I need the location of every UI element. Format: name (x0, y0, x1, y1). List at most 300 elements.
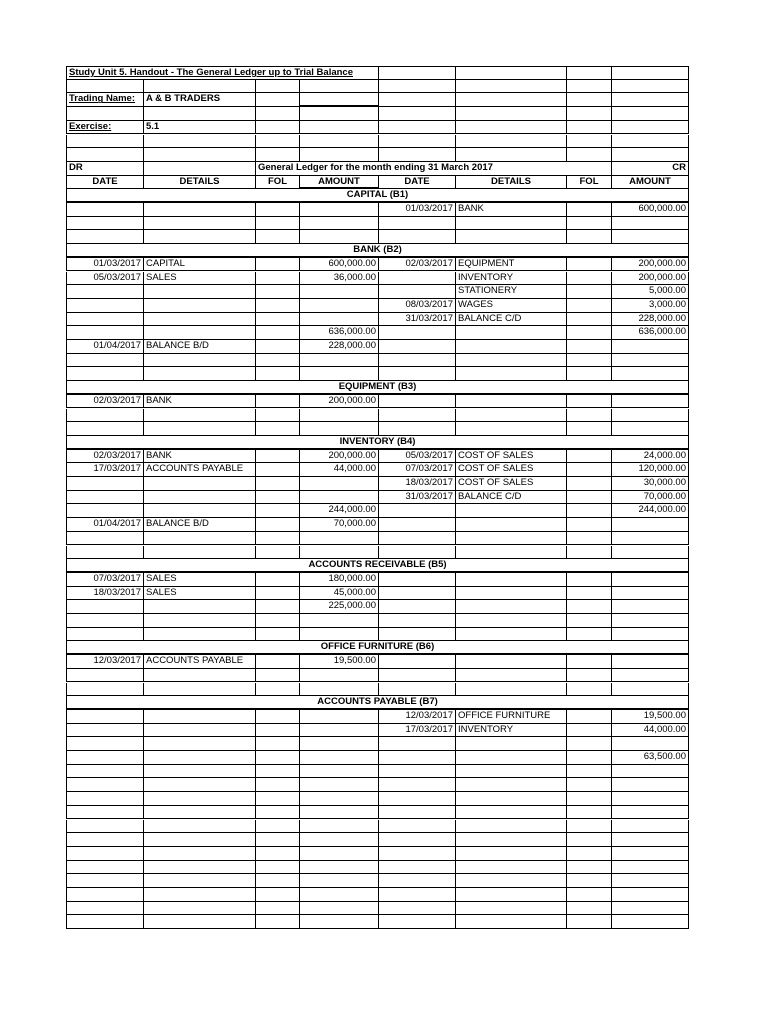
cell (378, 861, 455, 875)
blank-row (66, 546, 689, 560)
trading-name-row (66, 93, 689, 107)
cell (566, 614, 611, 628)
cell (566, 902, 611, 916)
cell (255, 532, 299, 546)
ledger-row (66, 326, 689, 340)
cell (455, 80, 566, 94)
cell (611, 217, 689, 231)
credit-fol (566, 313, 611, 327)
credit-details: STATIONERY (455, 285, 566, 299)
debit-details (143, 751, 255, 765)
credit-fol (566, 737, 611, 751)
debit-date: 17/03/2017 (66, 463, 143, 477)
cell (566, 833, 611, 847)
cell (611, 546, 689, 560)
title-row (66, 66, 689, 80)
cell (611, 532, 689, 546)
debit-details: BALANCE B/D (143, 340, 255, 354)
cell (611, 93, 689, 107)
ledger-row (66, 710, 689, 724)
cell (611, 121, 689, 135)
debit-amount (299, 285, 378, 299)
cell (611, 80, 689, 94)
debit-date (66, 285, 143, 299)
debit-date (66, 203, 143, 217)
cell (455, 628, 566, 642)
ledger-row (66, 258, 689, 272)
credit-amount (611, 655, 689, 669)
cell (566, 217, 611, 231)
cell (255, 874, 299, 888)
blank-row (66, 135, 689, 149)
blank-row (66, 765, 689, 779)
cell (66, 532, 143, 546)
ledger-row (66, 587, 689, 601)
debit-date: 01/03/2017 (66, 258, 143, 272)
ledger-row (66, 203, 689, 217)
credit-amount (611, 587, 689, 601)
debit-amount (299, 313, 378, 327)
debit-fol (255, 395, 299, 409)
credit-amount (611, 340, 689, 354)
cell (255, 217, 299, 231)
cell (66, 230, 143, 244)
cell (255, 628, 299, 642)
cell (66, 422, 143, 436)
credit-fol (566, 203, 611, 217)
cell (299, 833, 378, 847)
cell (378, 80, 455, 94)
ledger-row (66, 395, 689, 409)
account-title-row (66, 381, 689, 395)
cell (455, 66, 566, 80)
credit-date (378, 751, 455, 765)
cell (566, 354, 611, 368)
cell (143, 847, 255, 861)
debit-details (143, 710, 255, 724)
cell (611, 422, 689, 436)
credit-date (378, 573, 455, 587)
blank-row (66, 861, 689, 875)
ledger-row (66, 491, 689, 505)
cell (299, 217, 378, 231)
cell (378, 902, 455, 916)
cell (611, 614, 689, 628)
trading-name-label: Trading Name: (66, 93, 143, 107)
debit-fol (255, 573, 299, 587)
debit-details (143, 600, 255, 614)
cell (611, 778, 689, 792)
debit-amount: 228,000.00 (299, 340, 378, 354)
ledger-heading-row (66, 162, 689, 176)
cell (455, 532, 566, 546)
cell (455, 669, 566, 683)
cell (611, 230, 689, 244)
ledger-title: General Ledger for the month ending 31 March 2017 (255, 162, 611, 176)
cell (566, 367, 611, 381)
blank-row (66, 354, 689, 368)
cell (611, 628, 689, 642)
ledger-row (66, 751, 689, 765)
cell (66, 628, 143, 642)
credit-date (378, 326, 455, 340)
cell (378, 628, 455, 642)
credit-details: BANK (455, 203, 566, 217)
cell (143, 833, 255, 847)
credit-fol (566, 587, 611, 601)
cell (143, 107, 255, 121)
credit-fol (566, 751, 611, 765)
debit-amount (299, 477, 378, 491)
cell (455, 888, 566, 902)
credit-fol (566, 724, 611, 738)
column-header: AMOUNT (611, 176, 689, 190)
cell (299, 683, 378, 697)
credit-fol (566, 504, 611, 518)
cell (66, 217, 143, 231)
cell (378, 93, 455, 107)
cell (455, 354, 566, 368)
cell (378, 765, 455, 779)
cell (455, 230, 566, 244)
cell (143, 765, 255, 779)
cell (66, 833, 143, 847)
debit-details (143, 203, 255, 217)
credit-date: 08/03/2017 (378, 299, 455, 313)
cell (455, 135, 566, 149)
cell (611, 367, 689, 381)
debit-fol (255, 491, 299, 505)
cell (378, 354, 455, 368)
cell (255, 888, 299, 902)
credit-fol (566, 600, 611, 614)
exercise-label: Exercise: (66, 121, 143, 135)
cell (299, 121, 378, 135)
blank-row (66, 683, 689, 697)
blank-row (66, 915, 689, 929)
debit-details (143, 326, 255, 340)
credit-date: 12/03/2017 (378, 710, 455, 724)
cell (378, 422, 455, 436)
cell (566, 148, 611, 162)
debit-details (143, 737, 255, 751)
blank-row (66, 80, 689, 94)
cell (299, 792, 378, 806)
credit-details: BALANCE C/D (455, 491, 566, 505)
credit-fol (566, 573, 611, 587)
credit-amount: 19,500.00 (611, 710, 689, 724)
account-title-row (66, 696, 689, 710)
debit-fol (255, 313, 299, 327)
credit-details: INVENTORY (455, 272, 566, 286)
debit-date: 02/03/2017 (66, 450, 143, 464)
cell (66, 888, 143, 902)
cell (299, 874, 378, 888)
cell (66, 546, 143, 560)
cell (143, 669, 255, 683)
cell (378, 683, 455, 697)
ledger-row (66, 340, 689, 354)
cell (66, 765, 143, 779)
cell (611, 683, 689, 697)
ledger-row (66, 518, 689, 532)
cell (566, 888, 611, 902)
account-title-row (66, 436, 689, 450)
column-header: FOL (566, 176, 611, 190)
cell (255, 833, 299, 847)
column-header: DETAILS (455, 176, 566, 190)
blank-row (66, 778, 689, 792)
debit-amount (299, 751, 378, 765)
cell (378, 915, 455, 929)
debit-date: 18/03/2017 (66, 587, 143, 601)
debit-fol (255, 737, 299, 751)
debit-details: SALES (143, 587, 255, 601)
credit-amount (611, 395, 689, 409)
cell (378, 409, 455, 423)
cell (255, 915, 299, 929)
cell (299, 669, 378, 683)
blank-row (66, 833, 689, 847)
cell (66, 135, 143, 149)
cell (143, 806, 255, 820)
debit-amount (299, 710, 378, 724)
credit-details: INVENTORY (455, 724, 566, 738)
debit-fol (255, 258, 299, 272)
cell (255, 861, 299, 875)
cell (455, 217, 566, 231)
blank-row (66, 148, 689, 162)
cell (143, 861, 255, 875)
cell (566, 915, 611, 929)
credit-date (378, 340, 455, 354)
cell (455, 409, 566, 423)
cell (299, 93, 378, 107)
cell (299, 902, 378, 916)
cell (255, 792, 299, 806)
credit-date: 17/03/2017 (378, 724, 455, 738)
cell (378, 367, 455, 381)
debit-details (143, 504, 255, 518)
credit-amount: 24,000.00 (611, 450, 689, 464)
ledger-row (66, 655, 689, 669)
debit-amount: 19,500.00 (299, 655, 378, 669)
debit-date (66, 299, 143, 313)
account-title: ACCOUNTS RECEIVABLE (B5) (66, 559, 689, 573)
credit-details (455, 737, 566, 751)
cell (378, 874, 455, 888)
ledger-row (66, 285, 689, 299)
blank-row (66, 532, 689, 546)
cell (255, 367, 299, 381)
cell (255, 93, 299, 107)
credit-fol (566, 710, 611, 724)
cell (299, 354, 378, 368)
debit-amount: 636,000.00 (299, 326, 378, 340)
account-title-row (66, 189, 689, 203)
debit-date (66, 600, 143, 614)
cell (255, 847, 299, 861)
ledger-row (66, 477, 689, 491)
debit-amount: 244,000.00 (299, 504, 378, 518)
cell (566, 628, 611, 642)
cell (143, 902, 255, 916)
cell (143, 162, 255, 176)
cell (566, 230, 611, 244)
cell (611, 915, 689, 929)
debit-details: ACCOUNTS PAYABLE (143, 655, 255, 669)
cell (299, 230, 378, 244)
credit-fol (566, 285, 611, 299)
debit-date: 12/03/2017 (66, 655, 143, 669)
credit-details: COST OF SALES (455, 463, 566, 477)
blank-row (66, 614, 689, 628)
debit-date: 01/04/2017 (66, 518, 143, 532)
cell (378, 532, 455, 546)
cell (299, 861, 378, 875)
cell (378, 833, 455, 847)
cell (299, 107, 378, 121)
cell (455, 422, 566, 436)
debit-date (66, 313, 143, 327)
debit-amount: 600,000.00 (299, 258, 378, 272)
blank-row (66, 874, 689, 888)
debit-fol (255, 326, 299, 340)
column-header: FOL (255, 176, 299, 190)
cell (566, 80, 611, 94)
cell (455, 148, 566, 162)
debit-details: BANK (143, 395, 255, 409)
debit-details (143, 491, 255, 505)
cell (299, 628, 378, 642)
cell (566, 874, 611, 888)
cell (566, 669, 611, 683)
ledger-row (66, 600, 689, 614)
credit-details (455, 504, 566, 518)
debit-amount: 200,000.00 (299, 450, 378, 464)
debit-fol (255, 450, 299, 464)
debit-date (66, 710, 143, 724)
debit-date (66, 504, 143, 518)
debit-date (66, 491, 143, 505)
debit-amount (299, 299, 378, 313)
cell (566, 135, 611, 149)
debit-fol (255, 518, 299, 532)
exercise-value: 5.1 (143, 121, 255, 135)
credit-date (378, 272, 455, 286)
cell (566, 778, 611, 792)
credit-details: EQUIPMENT (455, 258, 566, 272)
cell (566, 847, 611, 861)
cell (455, 833, 566, 847)
account-title-row (66, 244, 689, 258)
blank-row (66, 820, 689, 834)
credit-details (455, 518, 566, 532)
cell (611, 861, 689, 875)
cell (66, 148, 143, 162)
credit-date: 01/03/2017 (378, 203, 455, 217)
blank-row (66, 422, 689, 436)
cell (66, 820, 143, 834)
cell (143, 820, 255, 834)
debit-date (66, 724, 143, 738)
debit-date (66, 737, 143, 751)
credit-details (455, 573, 566, 587)
credit-details (455, 326, 566, 340)
cell (143, 532, 255, 546)
debit-fol (255, 751, 299, 765)
credit-fol (566, 477, 611, 491)
credit-amount: 44,000.00 (611, 724, 689, 738)
cell (566, 792, 611, 806)
cell (566, 546, 611, 560)
cell (566, 820, 611, 834)
cell (66, 778, 143, 792)
credit-date (378, 395, 455, 409)
cell (566, 93, 611, 107)
credit-details: COST OF SALES (455, 477, 566, 491)
ledger-row (66, 573, 689, 587)
debit-fol (255, 272, 299, 286)
dr-label: DR (66, 162, 143, 176)
debit-fol (255, 600, 299, 614)
cell (566, 683, 611, 697)
cell (255, 806, 299, 820)
account-title-row (66, 641, 689, 655)
sheet-title: Study Unit 5. Handout - The General Ledger up to Trial Balance (66, 66, 378, 80)
cell (66, 614, 143, 628)
cell (299, 367, 378, 381)
credit-fol (566, 326, 611, 340)
credit-amount: 244,000.00 (611, 504, 689, 518)
cell (255, 765, 299, 779)
credit-amount: 600,000.00 (611, 203, 689, 217)
debit-fol (255, 504, 299, 518)
credit-details (455, 395, 566, 409)
cell (378, 148, 455, 162)
cell (611, 792, 689, 806)
cell (378, 888, 455, 902)
debit-date: 01/04/2017 (66, 340, 143, 354)
ledger-row (66, 504, 689, 518)
cell (66, 367, 143, 381)
debit-date: 07/03/2017 (66, 573, 143, 587)
cell (378, 107, 455, 121)
cell (143, 217, 255, 231)
credit-amount (611, 600, 689, 614)
cell (611, 806, 689, 820)
cell (611, 107, 689, 121)
cell (255, 230, 299, 244)
cell (455, 614, 566, 628)
credit-details (455, 751, 566, 765)
column-header-row (66, 176, 689, 190)
ledger-row (66, 272, 689, 286)
credit-date: 31/03/2017 (378, 491, 455, 505)
credit-date (378, 737, 455, 751)
trading-name-value: A & B TRADERS (143, 93, 255, 107)
cell (255, 546, 299, 560)
cell (66, 915, 143, 929)
credit-date: 05/03/2017 (378, 450, 455, 464)
cell (143, 135, 255, 149)
credit-amount: 200,000.00 (611, 272, 689, 286)
credit-fol (566, 450, 611, 464)
column-header: DATE (66, 176, 143, 190)
cell (143, 888, 255, 902)
cell (66, 847, 143, 861)
cell (378, 121, 455, 135)
